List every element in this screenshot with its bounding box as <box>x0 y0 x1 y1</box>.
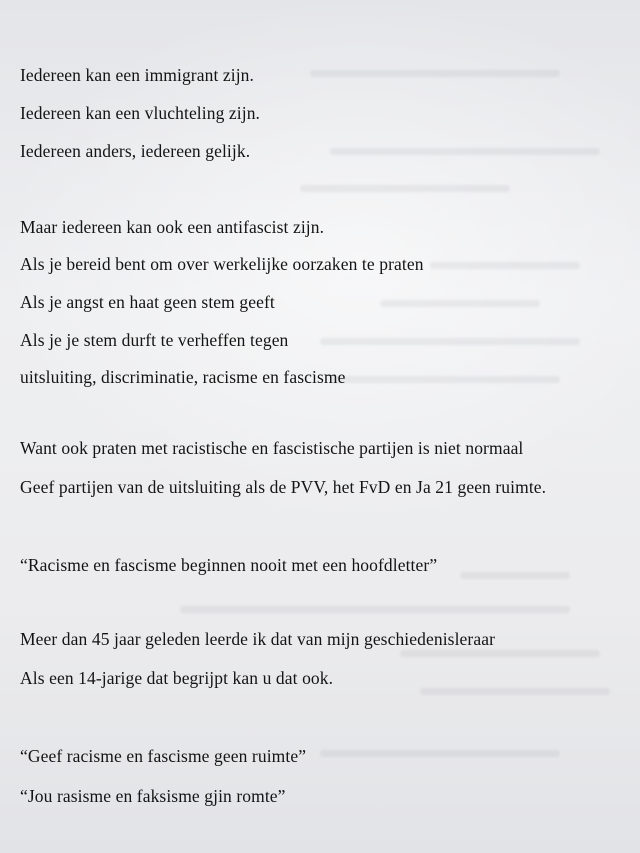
poem-line-2: Iedereen kan een vluchteling zijn. <box>20 103 261 123</box>
quote-line-3: “Jou rasisme en faksisme gjin romte” <box>20 786 286 806</box>
quote-line-2: “Geef racisme en fascisme geen ruimte” <box>20 746 307 766</box>
poem-line-7: Als je je stem durft te verheffen tegen <box>20 330 289 350</box>
poem-line-4: Maar iedereen kan ook een antifascist zijn. <box>20 217 325 237</box>
poem-line-5: Als je bereid bent om over werkelijke oorzaken te praten <box>20 254 424 274</box>
quote-line-1: “Racisme en fascisme beginnen nooit met een hoofdletter” <box>20 555 438 575</box>
poem-line-10: Geef partijen van de uitsluiting als de PVV, het FvD en Ja 21 geen ruimte. <box>20 477 547 497</box>
poem-line-12: Als een 14-jarige dat begrijpt kan u dat ook. <box>20 668 334 688</box>
poem-line-3: Iedereen anders, iedereen gelijk. <box>20 141 251 161</box>
poem-line-11: Meer dan 45 jaar geleden leerde ik dat van mijn geschiedenisleraar <box>20 629 495 649</box>
poem-line-1: Iedereen kan een immigrant zijn. <box>20 65 254 85</box>
poem-line-8: uitsluiting, discriminatie, racisme en fascisme <box>20 367 346 387</box>
poem-line-9: Want ook praten met racistische en fascistische partijen is niet normaal <box>20 438 524 458</box>
poem-line-6: Als je angst en haat geen stem geeft <box>20 292 275 312</box>
